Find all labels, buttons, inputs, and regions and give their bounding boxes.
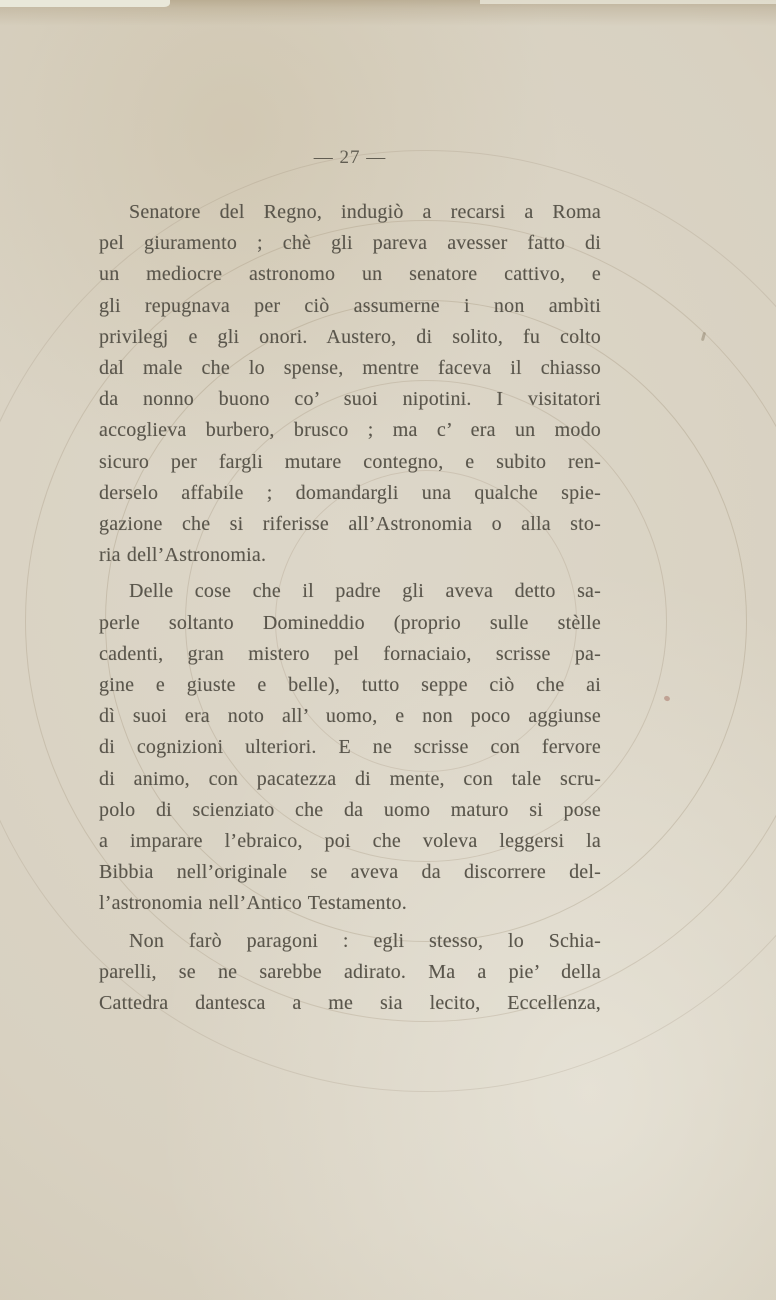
text-line: sicuro per fargli mutare contegno, e subito ren-	[99, 450, 601, 473]
torn-top-edge	[0, 0, 776, 26]
text-line: cadenti, gran mistero pel fornaciaio, scrisse pa-	[99, 642, 601, 665]
text-line: l’astronomia nell’Antico Testamento.	[99, 892, 407, 915]
text-line: di animo, con pacatezza di mente, con tale scru-	[99, 767, 601, 790]
text-line: ria dell’Astronomia.	[99, 544, 267, 567]
text-line: di cognizioni ulteriori. E ne scrisse con fervore	[99, 736, 601, 759]
text-line: perle soltanto Domineddio (proprio sulle stèlle	[99, 611, 601, 634]
page-number: — 27 —	[313, 147, 387, 168]
text-line: polo di scienziato che da uomo maturo si pose	[99, 798, 601, 821]
torn-top-edge-chip	[0, 0, 170, 7]
text-line: parelli, se ne sarebbe adirato. Ma a pie’ della	[99, 960, 601, 983]
text-line: Non farò paragoni : egli stesso, lo Schia-	[129, 929, 601, 952]
paragraph-1	[99, 197, 601, 571]
text-line: privilegj e gli onori. Austero, di solito, fu colto	[99, 325, 601, 348]
text-line: accoglieva burbero, brusco ; ma c’ era un modo	[99, 419, 601, 442]
text-line: dì suoi era noto all’ uomo, e non poco aggiunse	[99, 705, 601, 728]
text-line: derselo affabile ; domandargli una qualche spie-	[99, 481, 601, 504]
text-line: a imparare l’ebraico, poi che voleva leggersi la	[99, 830, 601, 853]
text-line: un mediocre astronomo un senatore cattivo, e	[99, 263, 601, 286]
text-line: Bibbia nell’originale se aveva da discorrere del-	[99, 861, 601, 884]
paragraph-3	[99, 926, 601, 1020]
text-line: Cattedra dantesca a me sia lecito, Eccellenza,	[99, 992, 601, 1015]
text-line: dal male che lo spense, mentre faceva il chiasso	[99, 357, 601, 380]
paper-fleck	[701, 332, 706, 341]
page-text	[99, 197, 601, 1019]
paragraph-2	[99, 576, 601, 919]
torn-top-edge-chip	[480, 0, 776, 4]
text-line: Senatore del Regno, indugiò a recarsi a Roma	[129, 201, 601, 223]
text-line: pel giuramento ; chè gli pareva avesser fatto di	[99, 232, 601, 255]
text-line: da nonno buono co’ suoi nipotini. I visitatori	[99, 388, 601, 411]
text-line: gazione che si riferisse all’Astronomia o alla sto-	[99, 513, 601, 536]
paper-speck	[663, 695, 670, 702]
text-line: gine e giuste e belle), tutto seppe ciò che ai	[99, 674, 601, 697]
text-line: gli repugnava per ciò assumerne i non ambìti	[99, 294, 601, 317]
text-line: Delle cose che il padre gli aveva detto sa-	[129, 580, 601, 603]
